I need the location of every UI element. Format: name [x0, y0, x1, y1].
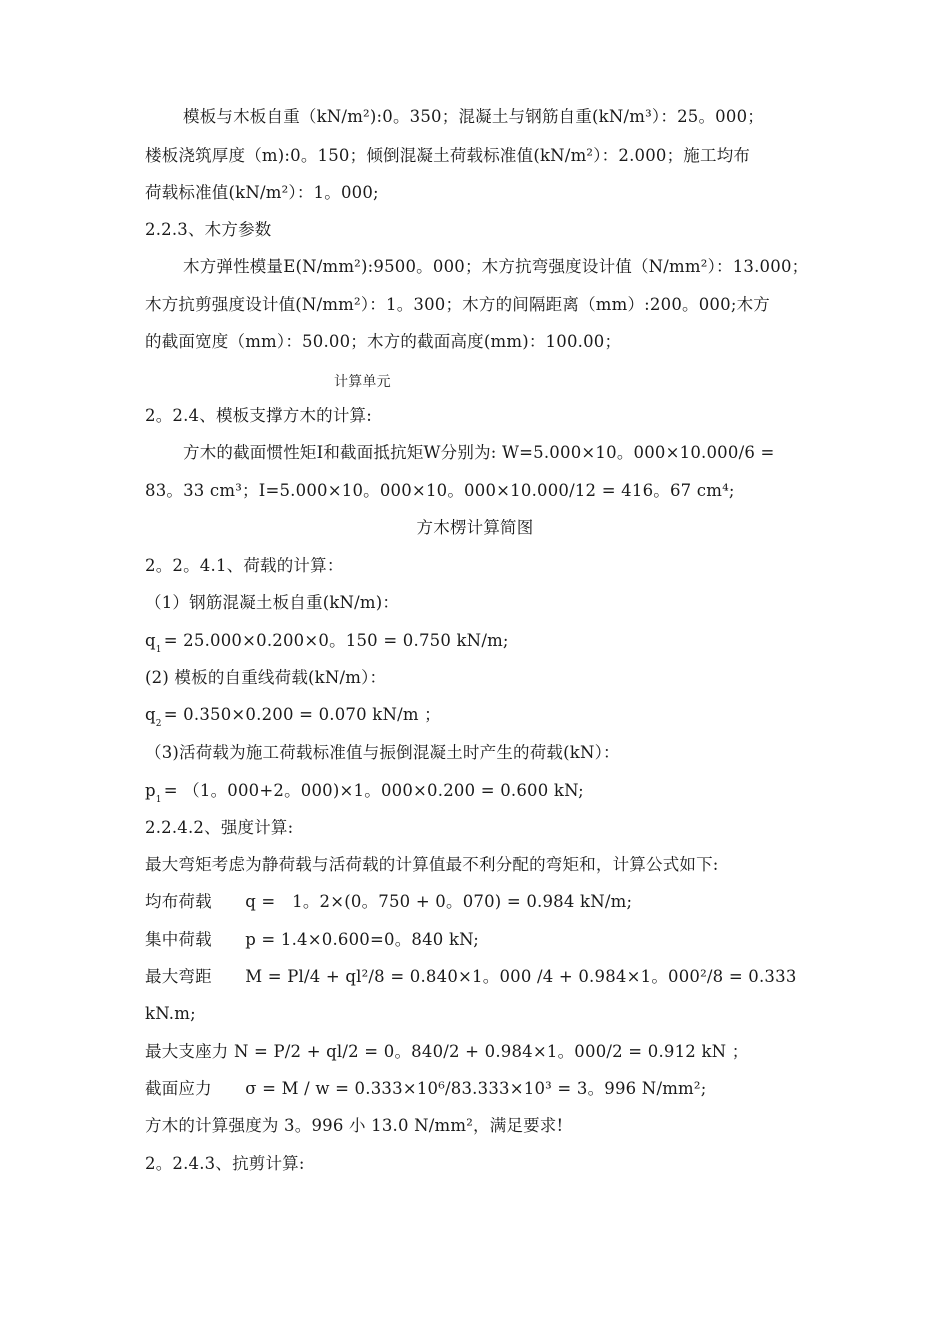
- load-item-3: （3)活荷载为施工荷载标准值与振倒混凝土时产生的荷载(kN）：: [145, 743, 620, 762]
- p1-expression: = （1。000+2。000)×1。000×0.200 = 0.600 kN;: [163, 781, 584, 800]
- max-moment-formula-1: 最大弯距 M = Pl/4 + ql²/8 = 0.840×1。000 /4 + 0.984×1。000²/8 = 0.333: [145, 967, 797, 986]
- params-line-1: 模板与木板自重（kN/m²):0。350；混凝土与钢筋自重(kN/m³）：25。000；: [183, 107, 764, 126]
- uniform-load-formula: 均布荷载 q = 1。2×(0。750 + 0。070) = 0.984 kN/m;: [145, 892, 633, 911]
- strength-intro: 最大弯矩考虑为静荷载与活荷载的计算值最不利分配的弯矩和，计算公式如下:: [145, 855, 719, 874]
- diagram-caption: 方木楞计算简图: [416, 518, 534, 537]
- section-heading-2-2-4-1: 2。2。4.1、荷载的计算：: [145, 556, 344, 575]
- p1-formula: [145, 780, 815, 805]
- timber-params-line-2: 木方抗剪强度设计值(N/mm²）：1。300；木方的间隔距离（mm）:200。000;木方: [145, 295, 770, 314]
- params-line-3: 荷载标准值(kN/m²）：1。000;: [145, 183, 379, 202]
- section-modulus-line-2: 83。33 cm³；I=5.000×10。000×10。000×10.000/12 = 416。67 cm⁴;: [145, 481, 735, 500]
- p1-symbol: p: [145, 781, 156, 800]
- q2-symbol: q: [145, 705, 156, 724]
- p1-subscript: 1: [155, 795, 162, 805]
- section-stress-formula: 截面应力 σ = M / w = 0.333×10⁶/83.333×10³ = 3。996 N/mm²;: [145, 1079, 707, 1098]
- max-moment-formula-2: kN.m;: [145, 1004, 196, 1023]
- calc-unit-caption: 计算单元: [334, 374, 391, 390]
- section-modulus-line-1: 方木的截面惯性矩I和截面抵抗矩W分别为: W=5.000×10。000×10.000/6 =: [183, 443, 775, 462]
- load-item-1: （1）钢筋混凝土板自重(kN/m)：: [145, 593, 400, 612]
- load-item-2: (2) 模板的自重线荷载(kN/m）：: [145, 668, 387, 687]
- timber-params-line-1: 木方弹性模量E(N/mm²):9500。000；木方抗弯强度设计值（N/mm²）：13.000；: [183, 257, 809, 276]
- timber-params-line-3: 的截面宽度（mm）：50.00；木方的截面高度(mm)：100.00；: [145, 332, 622, 351]
- section-heading-2-2-4-3: 2。2.4.3、抗剪计算:: [145, 1154, 305, 1173]
- q1-formula: [145, 630, 815, 655]
- q2-expression: = 0.350×0.200 = 0.070 kN/m ；: [163, 705, 441, 724]
- support-force-formula: 最大支座力 N = P/2 + ql/2 = 0。840/2 + 0.984×1。000/2 = 0.912 kN ；: [145, 1042, 749, 1061]
- section-heading-2-2-3: 2.2.3、木方参数: [145, 220, 272, 239]
- q2-subscript: 2: [155, 719, 162, 729]
- concentrated-load-formula: 集中荷载 p = 1.4×0.600=0。840 kN;: [145, 930, 479, 949]
- section-heading-2-2-4: 2。2.4、模板支撑方木的计算:: [145, 406, 372, 425]
- section-heading-2-2-4-2: 2.2.4.2、强度计算:: [145, 818, 294, 837]
- q1-symbol: q: [145, 631, 156, 650]
- q2-formula: [145, 704, 815, 729]
- q1-expression: = 25.000×0.200×0。150 = 0.750 kN/m;: [163, 631, 509, 650]
- params-line-2: 楼板浇筑厚度（m):0。150；倾倒混凝土荷载标准值(kN/m²）：2.000；施工均布: [145, 146, 751, 165]
- q1-subscript: 1: [155, 645, 162, 655]
- strength-result: 方木的计算强度为 3。996 小 13.0 N/mm²，满足要求!: [145, 1116, 564, 1135]
